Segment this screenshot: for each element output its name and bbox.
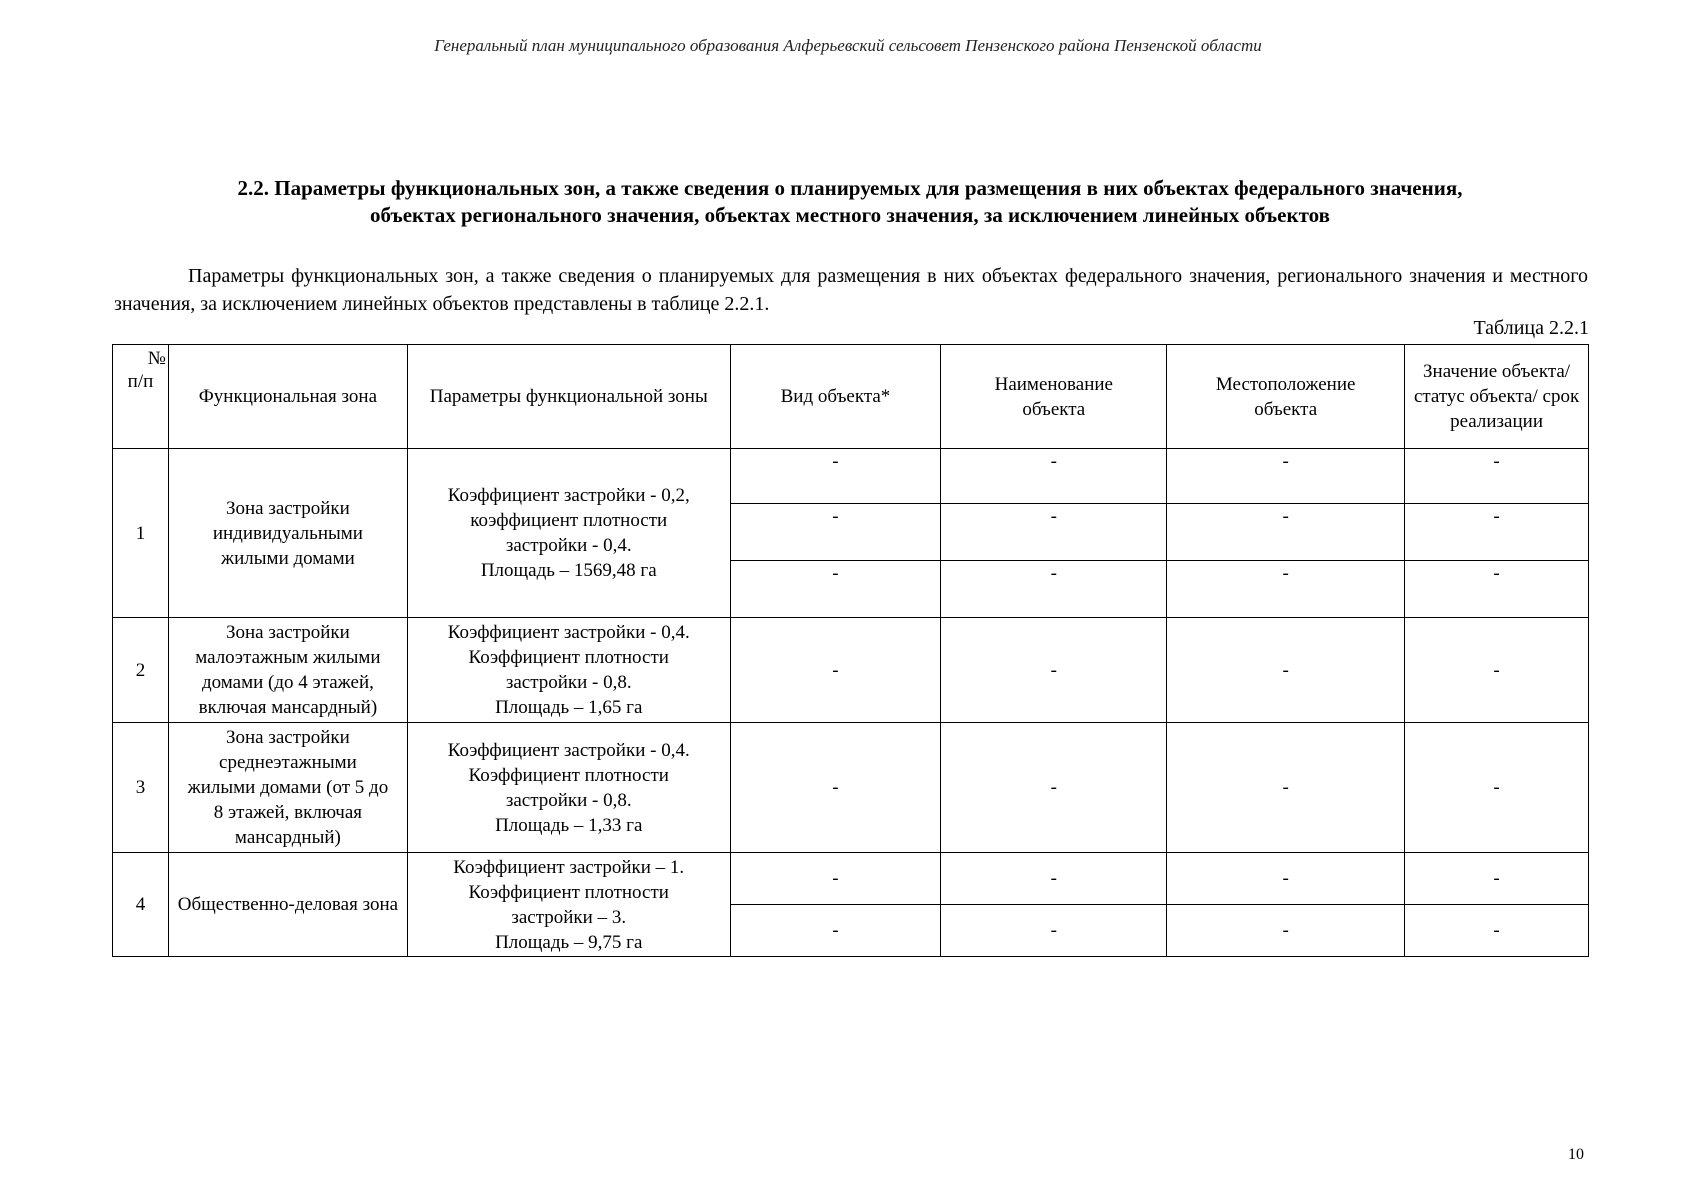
object-name: - <box>941 449 1167 504</box>
object-name: - <box>941 723 1167 853</box>
object-status: - <box>1405 618 1589 723</box>
object-kind: - <box>730 618 941 723</box>
object-kind: - <box>730 504 941 561</box>
object-kind: - <box>730 723 941 853</box>
object-location: - <box>1167 723 1405 853</box>
object-kind: - <box>730 905 941 957</box>
object-location: - <box>1167 853 1405 905</box>
header-number: № п/п <box>113 345 169 449</box>
page-number: 10 <box>1568 1146 1584 1163</box>
section-title-line-1: 2.2. Параметры функциональных зон, а также сведения о планируемых для размещения в них объектах федерального значения, <box>237 176 1463 200</box>
object-kind: - <box>730 561 941 618</box>
header-status: Значение объекта/ статус объекта/ срок реализации <box>1405 345 1589 449</box>
table-row <box>113 618 1589 723</box>
object-name: - <box>941 905 1167 957</box>
zone-name: Общественно-деловая зона <box>168 853 407 957</box>
row-number: 1 <box>113 449 169 618</box>
table-row <box>113 853 1589 905</box>
table-header-row <box>113 345 1589 449</box>
object-name: - <box>941 618 1167 723</box>
header-location: Местоположение объекта <box>1167 345 1405 449</box>
object-location: - <box>1167 618 1405 723</box>
zone-params: Коэффициент застройки – 1. Коэффициент плотности застройки – 3. Площадь – 9,75 га <box>407 853 730 957</box>
section-title <box>110 175 1590 229</box>
intro-paragraph: Параметры функциональных зон, а также сведения о планируемых для размещения в них объектах федерального значения, регионального значения и местного значения, за исключением линейных объектов представлены в таблице 2.2.1. <box>114 265 1588 315</box>
table-row <box>113 449 1589 504</box>
zone-params: Коэффициент застройки - 0,2, коэффициент плотности застройки - 0,4. Площадь – 1569,48 га <box>407 449 730 618</box>
section-title-line-2: объектах регионального значения, объектах местного значения, за исключением линейных объектов <box>370 203 1330 227</box>
table-caption: Таблица 2.2.1 <box>1473 317 1589 339</box>
zone-params: Коэффициент застройки - 0,4. Коэффициент плотности застройки - 0,8. Площадь – 1,65 га <box>407 618 730 723</box>
running-header: Генеральный план муниципального образования Алферьевский сельсовет Пензенского района Пензенской области <box>434 36 1262 55</box>
object-status: - <box>1405 853 1589 905</box>
object-status: - <box>1405 504 1589 561</box>
zone-name: Зона застройки малоэтажным жилыми домами (до 4 этажей, включая мансардный) <box>168 618 407 723</box>
object-location: - <box>1167 449 1405 504</box>
row-number: 4 <box>113 853 169 957</box>
zones-table <box>112 344 1589 957</box>
zone-params: Коэффициент застройки - 0,4. Коэффициент плотности застройки - 0,8. Площадь – 1,33 га <box>407 723 730 853</box>
row-number: 2 <box>113 618 169 723</box>
object-status: - <box>1405 561 1589 618</box>
header-name: Наименование объекта <box>941 345 1167 449</box>
zone-name: Зона застройки индивидуальными жилыми домами <box>168 449 407 618</box>
zone-name: Зона застройки среднеэтажными жилыми домами (от 5 до 8 этажей, включая мансардный) <box>168 723 407 853</box>
object-kind: - <box>730 853 941 905</box>
header-kind: Вид объекта* <box>730 345 941 449</box>
row-number: 3 <box>113 723 169 853</box>
object-name: - <box>941 853 1167 905</box>
object-location: - <box>1167 504 1405 561</box>
object-status: - <box>1405 449 1589 504</box>
object-location: - <box>1167 905 1405 957</box>
object-kind: - <box>730 449 941 504</box>
header-zone: Функциональная зона <box>168 345 407 449</box>
object-status: - <box>1405 723 1589 853</box>
object-location: - <box>1167 561 1405 618</box>
object-name: - <box>941 504 1167 561</box>
object-name: - <box>941 561 1167 618</box>
table-row <box>113 723 1589 853</box>
header-params: Параметры функциональной зоны <box>407 345 730 449</box>
object-status: - <box>1405 905 1589 957</box>
